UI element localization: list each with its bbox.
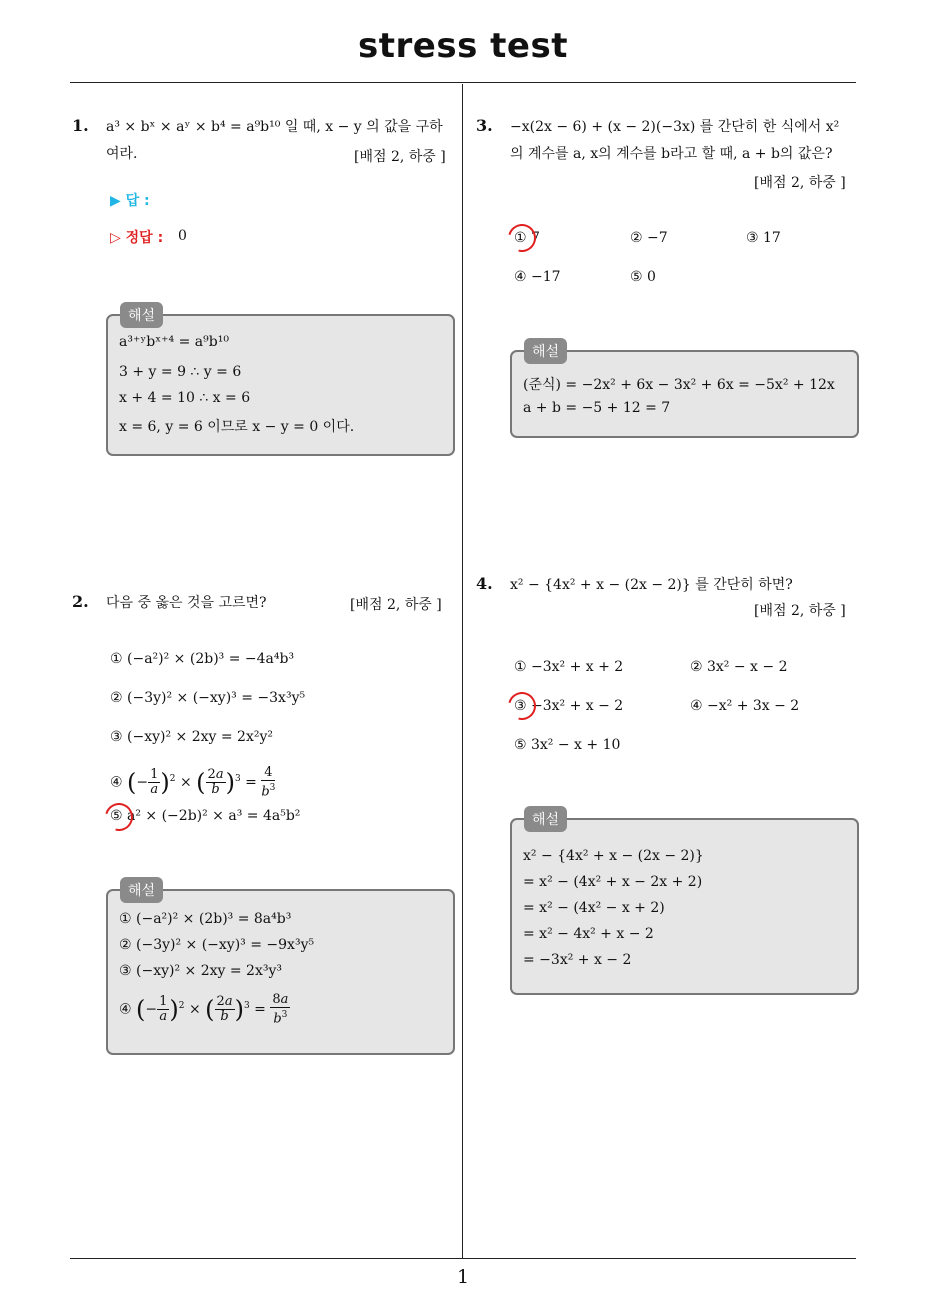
- q1-expl-tag: 해설: [120, 302, 163, 328]
- q4-number: 4.: [476, 574, 493, 593]
- q1-expl-line: a³⁺ʸbˣ⁺⁴ = a⁹b¹⁰: [119, 334, 229, 350]
- q2-expl-tag: 해설: [120, 877, 163, 903]
- q2-text: 다음 중 옳은 것을 고르면?: [106, 595, 267, 611]
- selected-answer-circle: [100, 798, 138, 836]
- page-number: 1: [456, 1266, 470, 1288]
- q4-expl-line: = x² − (4x² − x + 2): [523, 900, 665, 916]
- top-rule: [70, 82, 856, 83]
- q3-option-5[interactable]: ⑤ 0: [630, 269, 656, 285]
- q1-meta: [배점 2, 하중 ]: [354, 149, 446, 165]
- q1-expl-line: 3 + y = 9 ∴ y = 6: [119, 364, 242, 380]
- q4-option-5[interactable]: ⑤ 3x² − x + 10: [514, 737, 621, 753]
- q1-correct-label: ▷ 정답 :: [110, 230, 164, 246]
- page-title: stress test: [358, 26, 568, 66]
- q3-text: −x(2x − 6) + (x − 2)(−3x) 를 간단히 한 식에서 x²: [510, 119, 840, 135]
- q2-option-3[interactable]: ③ (−xy)² × 2xy = 2x²y²: [110, 729, 273, 745]
- q1-number: 1.: [72, 116, 89, 135]
- q1-expl-line: x + 4 = 10 ∴ x = 6: [119, 390, 251, 406]
- q1-explanation-box: [106, 308, 455, 456]
- q2-meta: [배점 2, 하중 ]: [350, 597, 442, 613]
- q4-expl-tag: 해설: [524, 806, 567, 832]
- q3-option-3[interactable]: ③ 17: [746, 230, 781, 246]
- q3-option-1[interactable]: ① 7: [514, 230, 540, 246]
- q4-option-4[interactable]: ④ −x² + 3x − 2: [690, 698, 800, 714]
- selected-answer-circle: [503, 219, 541, 257]
- selected-answer-circle: [503, 687, 541, 725]
- q2-option-4[interactable]: ④ (− $\frac{1}{a}$ )$^2$ × ( $\frac{2a}{b}$ )$^3$ = $\frac{4}{b^3}$: [110, 765, 276, 800]
- bottom-rule: [70, 1258, 856, 1259]
- q2-expl-line: ③ (−xy)² × 2xy = 2x³y³: [119, 963, 282, 979]
- q4-expl-line: = x² − 4x² + x − 2: [523, 926, 654, 942]
- q3-text-2: 의 계수를 a, x의 계수를 b라고 할 때, a + b의 값은?: [510, 146, 833, 162]
- q2-expl-line: ② (−3y)² × (−xy)³ = −9x³y⁵: [119, 937, 315, 953]
- q3-number: 3.: [476, 116, 493, 135]
- q3-expl-line: (준식) = −2x² + 6x − 3x² + 6x = −5x² + 12x: [523, 377, 835, 393]
- q1-text-2: 여라.: [106, 146, 138, 162]
- q2-expl-line: ① (−a²)² × (2b)³ = 8a⁴b³: [119, 911, 292, 927]
- q4-expl-line: = x² − (4x² + x − 2x + 2): [523, 874, 703, 890]
- q3-expl-tag: 해설: [524, 338, 567, 364]
- q3-explanation-box: [510, 344, 859, 438]
- q2-expl-line: ④ (− $\frac{1}{a}$ )$^2$ × ( $\frac{2a}{b}$ )$^3$ = $\frac{8a}{b^3}$: [119, 992, 289, 1027]
- q4-expl-line: = −3x² + x − 2: [523, 952, 632, 968]
- column-divider: [462, 84, 463, 1258]
- q1-answer-label: ▶ 답 :: [110, 193, 150, 209]
- q3-expl-line: a + b = −5 + 12 = 7: [523, 400, 671, 416]
- q3-meta: [배점 2, 하중 ]: [754, 175, 846, 191]
- q4-meta: [배점 2, 하중 ]: [754, 603, 846, 619]
- q1-text: a³ × bˣ × aʸ × b⁴ = a⁹b¹⁰ 일 때, x − y 의 값을 구하: [106, 119, 443, 135]
- q4-text: x² − {4x² + x − (2x − 2)} 를 간단히 하면?: [510, 577, 793, 593]
- q4-option-3[interactable]: ③ −3x² + x − 2: [514, 698, 624, 714]
- q2-option-5[interactable]: ⑤ a² × (−2b)² × a³ = 4a⁵b²: [110, 808, 301, 824]
- q1-correct-value: 0: [178, 228, 187, 244]
- q1-expl-line: x = 6, y = 6 이므로 x − y = 0 이다.: [119, 419, 355, 435]
- q2-option-2[interactable]: ② (−3y)² × (−xy)³ = −3x³y⁵: [110, 690, 306, 706]
- q2-explanation-box: [106, 883, 455, 1055]
- q4-explanation-box: [510, 812, 859, 995]
- q2-number: 2.: [72, 592, 89, 611]
- q4-expl-line: x² − {4x² + x − (2x − 2)}: [523, 848, 704, 864]
- q2-option-1[interactable]: ① (−a²)² × (2b)³ = −4a⁴b³: [110, 651, 295, 667]
- q3-option-4[interactable]: ④ −17: [514, 269, 561, 285]
- q4-option-1[interactable]: ① −3x² + x + 2: [514, 659, 624, 675]
- q4-option-2[interactable]: ② 3x² − x − 2: [690, 659, 788, 675]
- q3-option-2[interactable]: ② −7: [630, 230, 668, 246]
